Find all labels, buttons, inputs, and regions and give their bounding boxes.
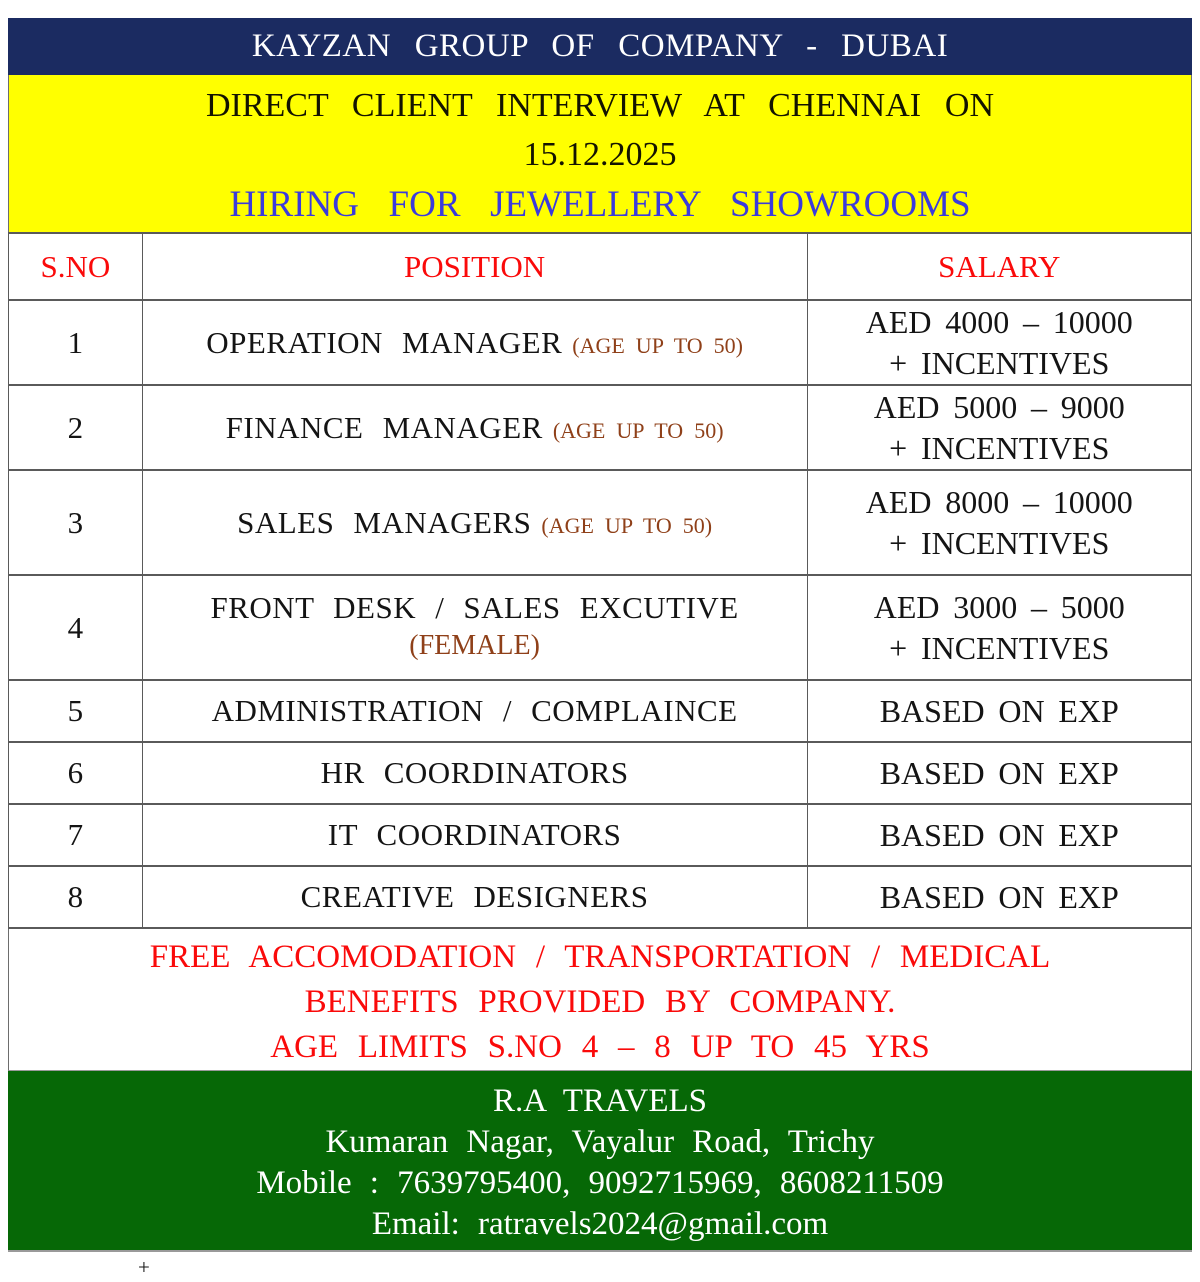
position-name: FINANCE MANAGER [225, 409, 543, 445]
company-title-bar [8, 18, 1192, 75]
table-row [9, 575, 1192, 680]
position-name: CREATIVE DESIGNERS [300, 879, 649, 914]
position-name: HR COORDINATORS [320, 755, 629, 790]
age-note: (AGE UP TO 50) [552, 417, 724, 443]
salary-basis: BASED ON EXP [879, 878, 1119, 915]
female-note: (FEMALE) [409, 629, 540, 661]
row-sno: 3 [9, 470, 143, 575]
salary-range: AED 5000 – 9000 [873, 388, 1125, 425]
company-title: KAYZAN GROUP OF COMPANY - DUBAI [251, 28, 949, 64]
table-header-row [9, 233, 1192, 300]
column-header-sno: S.NO [9, 233, 143, 300]
row-sno: 6 [9, 742, 143, 804]
position-name: OPERATION MANAGER [206, 324, 563, 360]
table-row [9, 300, 1192, 385]
column-header-position: POSITION [142, 233, 807, 300]
agency-email: Email: ratravels2024@gmail.com [371, 1206, 829, 1242]
row-salary-cell [807, 575, 1191, 680]
benefits-notes [8, 929, 1192, 1071]
position-name: SALES MANAGERS [237, 504, 532, 540]
row-sno: 7 [9, 804, 143, 866]
age-limits-line: AGE LIMITS S.NO 4 – 8 UP TO 45 YRS [270, 1029, 930, 1065]
interview-location-line: DIRECT CLIENT INTERVIEW AT CHENNAI ON [205, 87, 995, 124]
column-header-salary: SALARY [807, 233, 1191, 300]
row-salary-cell [807, 385, 1191, 470]
salary-incentives: + INCENTIVES [889, 429, 1110, 466]
positions-table [8, 232, 1192, 929]
salary-basis: BASED ON EXP [879, 692, 1119, 729]
row-salary-cell [807, 742, 1191, 804]
row-sno: 1 [9, 300, 143, 385]
interview-banner [8, 75, 1192, 232]
row-salary-cell [807, 470, 1191, 575]
salary-range: AED 4000 – 10000 [865, 303, 1133, 340]
benefits-line-2: BENEFITS PROVIDED BY COMPANY. [304, 984, 896, 1020]
interview-date: 15.12.2025 [523, 136, 677, 173]
table-row [9, 866, 1192, 928]
salary-incentives: + INCENTIVES [889, 524, 1110, 561]
position-name: ADMINISTRATION / COMPLAINCE [211, 693, 738, 728]
row-sno: 4 [9, 575, 143, 680]
row-position-cell [142, 804, 807, 866]
table-row [9, 742, 1192, 804]
salary-range: AED 3000 – 5000 [873, 588, 1125, 625]
agency-name: R.A TRAVELS [492, 1083, 708, 1119]
row-position-cell [142, 300, 807, 385]
age-note: (AGE UP TO 50) [572, 332, 743, 358]
row-sno: 5 [9, 680, 143, 742]
row-salary-cell [807, 866, 1191, 928]
agency-mobile: Mobile : 7639795400, 9092715969, 8608211509 [256, 1165, 944, 1201]
row-sno: 2 [9, 385, 143, 470]
table-row [9, 470, 1192, 575]
table-row [9, 385, 1192, 470]
agency-footer [8, 1071, 1192, 1252]
benefits-line-1: FREE ACCOMODATION / TRANSPORTATION / MEDICAL [149, 939, 1051, 975]
row-salary-cell [807, 300, 1191, 385]
row-position-cell [142, 470, 807, 575]
salary-basis: BASED ON EXP [879, 754, 1119, 791]
salary-basis: BASED ON EXP [879, 816, 1119, 853]
row-salary-cell [807, 680, 1191, 742]
row-sno: 8 [9, 866, 143, 928]
agency-address: Kumaran Nagar, Vayalur Road, Trichy [325, 1124, 875, 1160]
salary-range: AED 8000 – 10000 [865, 483, 1133, 520]
salary-incentives: + INCENTIVES [889, 344, 1110, 381]
row-position-cell [142, 575, 807, 680]
row-position-cell [142, 866, 807, 928]
stray-plus-mark: + [138, 1255, 150, 1279]
row-position-cell [142, 742, 807, 804]
row-salary-cell [807, 804, 1191, 866]
age-note: (AGE UP TO 50) [541, 512, 713, 538]
hiring-headline: HIRING FOR JEWELLERY SHOWROOMS [229, 184, 971, 225]
row-position-cell [142, 680, 807, 742]
position-name: IT COORDINATORS [327, 817, 622, 852]
table-row [9, 680, 1192, 742]
position-name: FRONT DESK / SALES EXCUTIVE [210, 589, 739, 625]
table-row [9, 804, 1192, 866]
job-flyer [8, 18, 1192, 1252]
salary-incentives: + INCENTIVES [889, 629, 1110, 666]
row-position-cell [142, 385, 807, 470]
